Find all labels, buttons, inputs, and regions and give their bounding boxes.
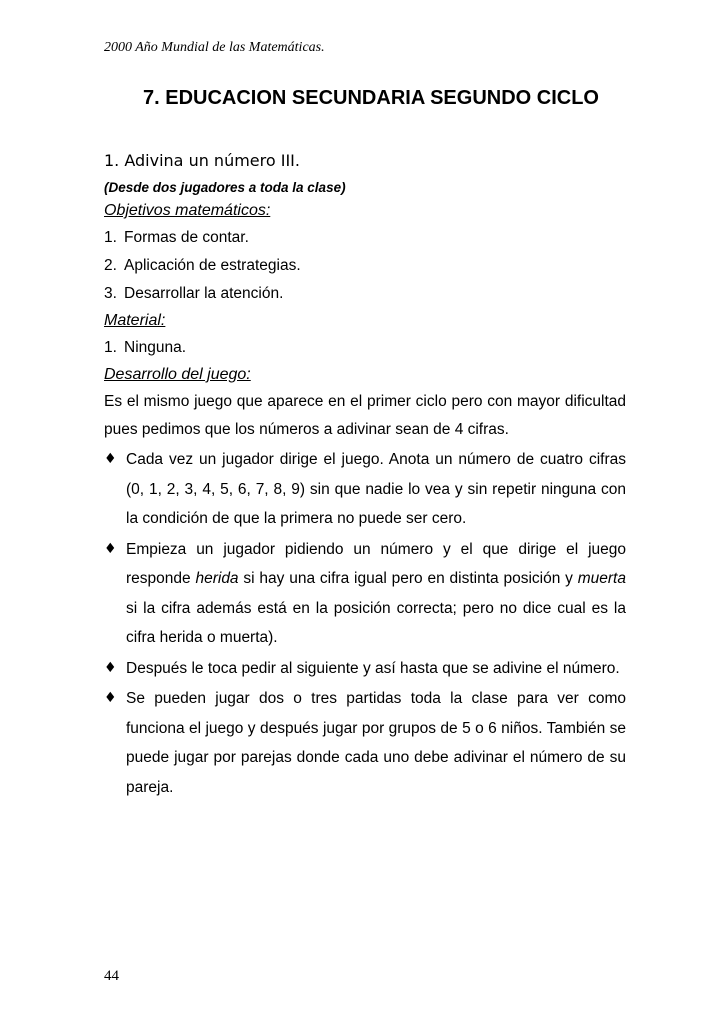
- diamond-bullet-icon: ♦: [104, 659, 117, 676]
- term-muerta: muerta: [577, 570, 626, 587]
- diamond-bullet-icon: ♦: [104, 690, 117, 706]
- material-label: Material:: [104, 312, 166, 329]
- material-list: [104, 334, 626, 362]
- diamond-bullet-icon: ♦: [104, 540, 117, 557]
- page-number: 44: [104, 968, 119, 984]
- game-title: 1. Adivina un número III.: [104, 151, 300, 170]
- list-number: 1.: [104, 229, 117, 246]
- rule-text-part: si la cifra además está en la posición correcta; pero no dice cual es la cifra herida o muerta).: [126, 599, 626, 646]
- rule-item: [104, 535, 626, 653]
- list-text: Formas de contar.: [124, 229, 249, 246]
- rule-text: [126, 535, 626, 653]
- list-item: [104, 280, 626, 308]
- list-text: Aplicación de estrategias.: [124, 257, 301, 274]
- list-item: [104, 224, 626, 252]
- list-number: 2.: [104, 257, 117, 274]
- rule-item: [104, 684, 626, 802]
- rule-text: Se pueden jugar dos o tres partidas toda la clase para ver como funciona el juego y después jugar por grupos de 5 o 6 niños. También se puede jugar por parejas donde cada uno debe adivinar el número de su pareja.: [126, 690, 626, 796]
- development-intro: Es el mismo juego que aparece en el primer ciclo pero con mayor dificultad pues pedimos que los números a adivinar sean de 4 cifras.: [104, 393, 626, 438]
- development-label: Desarrollo del juego:: [104, 366, 251, 383]
- section-title: 7. EDUCACION SECUNDARIA SEGUNDO CICLO: [143, 87, 599, 109]
- main-content: [104, 148, 626, 802]
- rule-text-part: si hay una cifra igual pero en distinta posición y: [238, 570, 578, 587]
- rule-text: Cada vez un jugador dirige el juego. Anota un número de cuatro cifras (0, 1, 2, 3, 4, 5, 6, 7, 8, 9) sin que nadie lo vea y sin repetir ninguna con la condición de que la primera no puede ser cero.: [126, 451, 626, 527]
- diamond-bullet-icon: ♦: [104, 451, 117, 467]
- running-header: 2000 Año Mundial de las Matemáticas.: [104, 40, 325, 55]
- list-text: Desarrollar la atención.: [124, 285, 284, 302]
- rule-item: [104, 445, 626, 534]
- list-text: Ninguna.: [124, 339, 187, 356]
- rule-text-part: Empieza un jugador pidiendo un número y el que dirige el juego responde: [126, 540, 626, 587]
- list-number: 1.: [104, 339, 117, 356]
- list-number: 3.: [104, 285, 117, 302]
- rule-item: [104, 654, 626, 684]
- game-subtitle: (Desde dos jugadores a toda la clase): [104, 180, 346, 195]
- objectives-label: Objetivos matemáticos:: [104, 202, 271, 219]
- list-item: [104, 252, 626, 280]
- term-herida: herida: [195, 570, 239, 587]
- rules-list: [104, 445, 626, 802]
- list-item: [104, 334, 626, 362]
- objectives-list: [104, 224, 626, 308]
- rule-text: Después le toca pedir al siguiente y así hasta que se adivine el número.: [126, 659, 620, 677]
